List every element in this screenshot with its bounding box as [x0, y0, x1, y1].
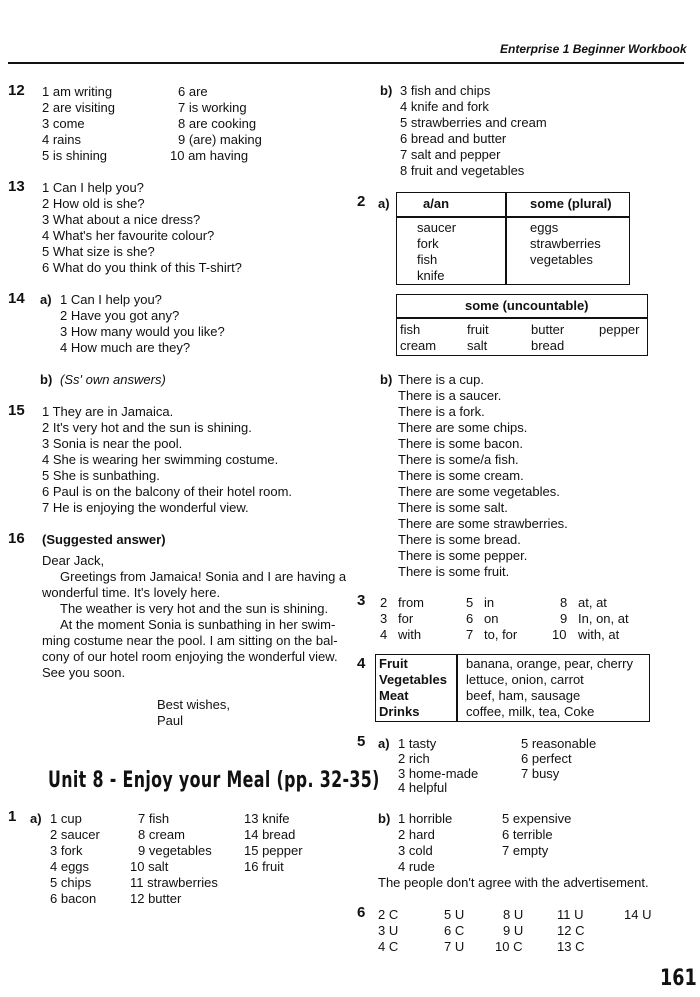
ex1-b-label: b) — [380, 83, 393, 98]
unit-heading: Unit 8 - Enjoy your Meal (pp. 32-35) — [48, 768, 380, 793]
list-item: 3 fork — [50, 843, 83, 858]
list-item: 10 salt — [130, 859, 169, 874]
list-item: 2 It's very hot and the sun is shining. — [42, 420, 252, 435]
list-item: 1 horrible — [398, 811, 453, 826]
list-item: 16 fruit — [244, 859, 284, 874]
list-item: 2 How old is she? — [42, 196, 145, 211]
list-item: 8 are cooking — [178, 116, 257, 131]
grid-cell: with, at — [578, 627, 620, 642]
letter-line: cony of our hotel room enjoying the wonderful view. — [42, 649, 338, 664]
grid-cell: in — [484, 595, 495, 610]
grid-cell: to, for — [484, 627, 518, 642]
list-item: 5 What size is she? — [42, 244, 155, 259]
table-header: some (uncountable) — [465, 298, 589, 313]
grid-cell: 13 C — [557, 939, 585, 954]
list-item: 1 Can I help you? — [60, 292, 162, 307]
list-item: 4 knife and fork — [400, 99, 489, 114]
list-item: There is a fork. — [398, 404, 485, 419]
header-rule — [8, 62, 684, 64]
table-header: some (plural) — [530, 196, 612, 211]
grid-cell: 5 — [466, 595, 474, 610]
list-item: There is some salt. — [398, 500, 508, 515]
list-item: 4 rude — [398, 859, 435, 874]
table-cell: salt — [467, 338, 488, 353]
list-item: There is a cup. — [398, 372, 484, 387]
list-item: 12 butter — [130, 891, 182, 906]
table-cell: pepper — [599, 322, 640, 337]
ex4-number: 4 — [357, 655, 366, 672]
list-item: 7 He is enjoying the wonderful view. — [42, 500, 249, 515]
ex14-a-label: a) — [40, 292, 52, 307]
ex14-b-text: (Ss' own answers) — [60, 372, 166, 387]
ex3-number: 3 — [357, 592, 366, 609]
table-cell: cream — [400, 338, 437, 353]
table-cell: lettuce, onion, carrot — [466, 672, 584, 687]
list-item: There is some bacon. — [398, 436, 524, 451]
ex2-a-label: a) — [378, 196, 390, 211]
table-cell: beef, ham, sausage — [466, 688, 581, 703]
table-cell: butter — [531, 322, 565, 337]
list-item: 3 come — [42, 116, 85, 131]
table-cell: banana, orange, pear, cherry — [466, 656, 633, 671]
list-item: 2 rich — [398, 751, 430, 766]
table-divider — [397, 317, 647, 319]
list-item: 7 busy — [521, 766, 560, 781]
list-item: There is some fruit. — [398, 564, 510, 579]
list-item: 5 reasonable — [521, 736, 597, 751]
letter-line: Greetings from Jamaica! Sonia and I are having a — [60, 569, 347, 584]
grid-cell: from — [398, 595, 424, 610]
list-item: 3 How many would you like? — [60, 324, 225, 339]
list-item: 2 Have you got any? — [60, 308, 180, 323]
table-cell: saucer — [417, 220, 457, 235]
letter-line: The weather is very hot and the sun is shining. — [60, 601, 329, 616]
grid-cell: 9 — [560, 611, 568, 626]
table-cell: knife — [417, 268, 445, 283]
ex16-number: 16 — [8, 530, 25, 547]
table-cell: fruit — [467, 322, 489, 337]
list-item: 10 am having — [170, 148, 249, 163]
table-cell: Meat — [379, 688, 409, 703]
list-item: There is some/a fish. — [398, 452, 519, 467]
letter-signature: Paul — [157, 713, 184, 728]
list-item: There is a saucer. — [398, 388, 502, 403]
ex1-number: 1 — [8, 808, 17, 825]
list-item: 8 fruit and vegetables — [400, 163, 525, 178]
ex2-b-label: b) — [380, 372, 393, 387]
grid-cell: 9 U — [503, 923, 524, 938]
ex2-number: 2 — [357, 193, 366, 210]
list-item: 3 home-made — [398, 766, 479, 781]
list-item: There are some chips. — [398, 420, 528, 435]
ex2-table1 — [396, 192, 630, 285]
list-item: 2 saucer — [50, 827, 100, 842]
list-item: 2 are visiting — [42, 100, 115, 115]
grid-cell: 8 — [560, 595, 568, 610]
ex2-table2 — [396, 294, 648, 356]
list-item: 1 tasty — [398, 736, 437, 751]
grid-cell: 2 — [380, 595, 388, 610]
grid-cell: 11 U — [557, 907, 584, 922]
ex5-b-label: b) — [378, 811, 391, 826]
ex12-number: 12 — [8, 82, 25, 99]
grid-cell: 8 U — [503, 907, 524, 922]
list-item: 6 terrible — [502, 827, 553, 842]
list-item: There are some vegetables. — [398, 484, 560, 499]
list-item: 1 They are in Jamaica. — [42, 404, 174, 419]
ex16-title: (Suggested answer) — [42, 532, 166, 547]
list-item: 3 fish and chips — [400, 83, 491, 98]
list-item: 11 strawberries — [130, 875, 218, 890]
list-item: 5 She is sunbathing. — [42, 468, 160, 483]
table-cell: vegetables — [530, 252, 593, 267]
list-item: 6 bread and butter — [400, 131, 507, 146]
table-cell: Drinks — [379, 704, 420, 719]
grid-cell: 10 C — [495, 939, 523, 954]
ex14-number: 14 — [8, 290, 25, 307]
list-item: 1 am writing — [42, 84, 113, 99]
list-item: 1 cup — [50, 811, 82, 826]
table-header: a/an — [423, 196, 450, 211]
list-item: 4 helpful — [398, 780, 448, 795]
grid-cell: 14 U — [624, 907, 652, 922]
list-item: 3 cold — [398, 843, 433, 858]
letter-line: ming costume near the pool. I am sitting on the bal- — [42, 633, 338, 648]
letter-line: wonderful time. It's lovely here. — [42, 585, 221, 600]
list-item: 15 pepper — [244, 843, 303, 858]
letter-line: See you soon. — [42, 665, 126, 680]
list-item: 5 chips — [50, 875, 92, 890]
header-title: Enterprise 1 Beginner Workbook — [500, 42, 687, 56]
table-divider — [505, 193, 507, 284]
ex5-a-label: a) — [378, 736, 390, 751]
list-item: 1 Can I help you? — [42, 180, 144, 195]
list-item: 7 fish — [138, 811, 170, 826]
grid-cell: at, at — [578, 595, 607, 610]
grid-cell: 3 U — [378, 923, 399, 938]
list-item: 6 bacon — [50, 891, 97, 906]
table-cell: fish — [400, 322, 421, 337]
grid-cell: 5 U — [444, 907, 465, 922]
table-cell: bread — [531, 338, 565, 353]
list-item: There is some pepper. — [398, 548, 528, 563]
table-cell: eggs — [530, 220, 559, 235]
table-cell: fish — [417, 252, 438, 267]
list-item: 9 vegetables — [138, 843, 212, 858]
grid-cell: In, on, at — [578, 611, 629, 626]
ex5-note: The people don't agree with the advertisement. — [378, 875, 649, 890]
list-item: 4 How much are they? — [60, 340, 191, 355]
grid-cell: 2 C — [378, 907, 399, 922]
list-item: 7 is working — [178, 100, 247, 115]
list-item: 4 rains — [42, 132, 82, 147]
grid-cell: 12 C — [557, 923, 585, 938]
table-cell: Fruit — [379, 656, 408, 671]
letter-line: At the moment Sonia is sunbathing in her swim- — [60, 617, 336, 632]
ex14-b-label: b) — [40, 372, 53, 387]
list-item: There are some strawberries. — [398, 516, 568, 531]
list-item: 9 (are) making — [178, 132, 262, 147]
grid-cell: 10 — [552, 627, 567, 642]
list-item: 7 empty — [502, 843, 549, 858]
table-divider — [456, 655, 458, 721]
list-item: 13 knife — [244, 811, 290, 826]
list-item: 6 are — [178, 84, 208, 99]
list-item: 14 bread — [244, 827, 296, 842]
ex1-a-label: a) — [30, 811, 42, 826]
grid-cell: 4 C — [378, 939, 399, 954]
grid-cell: for — [398, 611, 414, 626]
ex4-table — [375, 654, 650, 722]
ex13-number: 13 — [8, 178, 25, 195]
grid-cell: 6 — [466, 611, 474, 626]
list-item: 3 What about a nice dress? — [42, 212, 201, 227]
list-item: 6 Paul is on the balcony of their hotel room. — [42, 484, 293, 499]
ex5-number: 5 — [357, 733, 366, 750]
list-item: 4 What's her favourite colour? — [42, 228, 215, 243]
grid-cell: 6 C — [444, 923, 465, 938]
grid-cell: on — [484, 611, 499, 626]
grid-cell: 7 U — [444, 939, 465, 954]
list-item: 4 She is wearing her swimming costume. — [42, 452, 279, 467]
list-item: 6 What do you think of this T-shirt? — [42, 260, 242, 275]
list-item: 5 expensive — [502, 811, 572, 826]
letter-closing: Best wishes, — [157, 697, 230, 712]
ex6-number: 6 — [357, 904, 366, 921]
ex15-number: 15 — [8, 402, 25, 419]
grid-cell: 3 — [380, 611, 388, 626]
page-number: 161 — [660, 966, 697, 991]
grid-cell: with — [398, 627, 422, 642]
table-cell: fork — [417, 236, 439, 251]
table-cell: Vegetables — [379, 672, 447, 687]
table-cell: strawberries — [530, 236, 601, 251]
list-item: There is some bread. — [398, 532, 521, 547]
list-item: 8 cream — [138, 827, 185, 842]
list-item: 7 salt and pepper — [400, 147, 501, 162]
letter-line: Dear Jack, — [42, 553, 105, 568]
list-item: 3 Sonia is near the pool. — [42, 436, 183, 451]
grid-cell: 4 — [380, 627, 388, 642]
list-item: There is some cream. — [398, 468, 524, 483]
table-divider — [397, 216, 629, 218]
list-item: 2 hard — [398, 827, 435, 842]
grid-cell: 7 — [466, 627, 474, 642]
list-item: 6 perfect — [521, 751, 572, 766]
list-item: 4 eggs — [50, 859, 90, 874]
table-cell: coffee, milk, tea, Coke — [466, 704, 595, 719]
list-item: 5 strawberries and cream — [400, 115, 547, 130]
list-item: 5 is shining — [42, 148, 108, 163]
